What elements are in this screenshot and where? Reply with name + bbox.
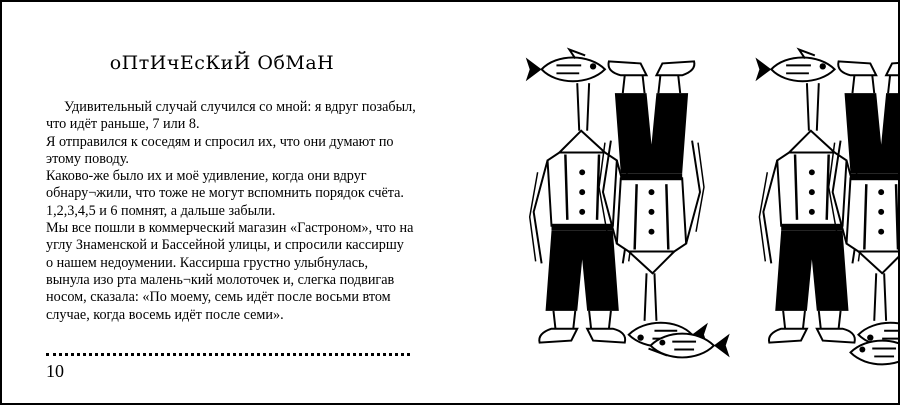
text-line: Мы все пошли в коммерческий магазин «Гастроном», что на — [46, 220, 414, 237]
text-line: обнару¬жили, что тоже не могут вспомнить порядок счёта. — [46, 185, 404, 202]
text-line: случае, когда восемь идёт после семи». — [46, 306, 284, 323]
fish-headed-figures-illustration — [502, 2, 898, 403]
text-line: Удивительный случай случился со мной: я вдруг позабыл, — [64, 99, 416, 115]
footer-dotted-rule — [46, 353, 410, 356]
text-line: 1,2,3,4,5 и 6 помнят, а дальше забыли. — [46, 202, 276, 219]
text-line: о нашем недоумении. Кассирша грустно улыбнулась, — [46, 254, 369, 271]
page-title: оПтИчЕсКиЙ ОбМаН — [109, 52, 335, 74]
text-line: углу Знаменской и Бассейной улицы, и спросили кассиршу — [46, 237, 404, 254]
text-line: Каково-же было их и моё удивление, когда они вдруг — [46, 168, 367, 185]
text-line: носом, сказала: «По моему, семь идёт после восьми втом — [46, 289, 391, 306]
text-line: Я отправился к соседям и спросил их, что они думают по — [46, 133, 394, 150]
page-number: 10 — [46, 361, 64, 381]
text-line: этому поводу. — [46, 150, 129, 167]
text-line: что идёт раньше, 7 или 8. — [46, 116, 200, 133]
story-text — [46, 99, 436, 324]
text-line: вынула изо рта малень¬кий молоточек и, слегка подвигав — [46, 271, 395, 288]
